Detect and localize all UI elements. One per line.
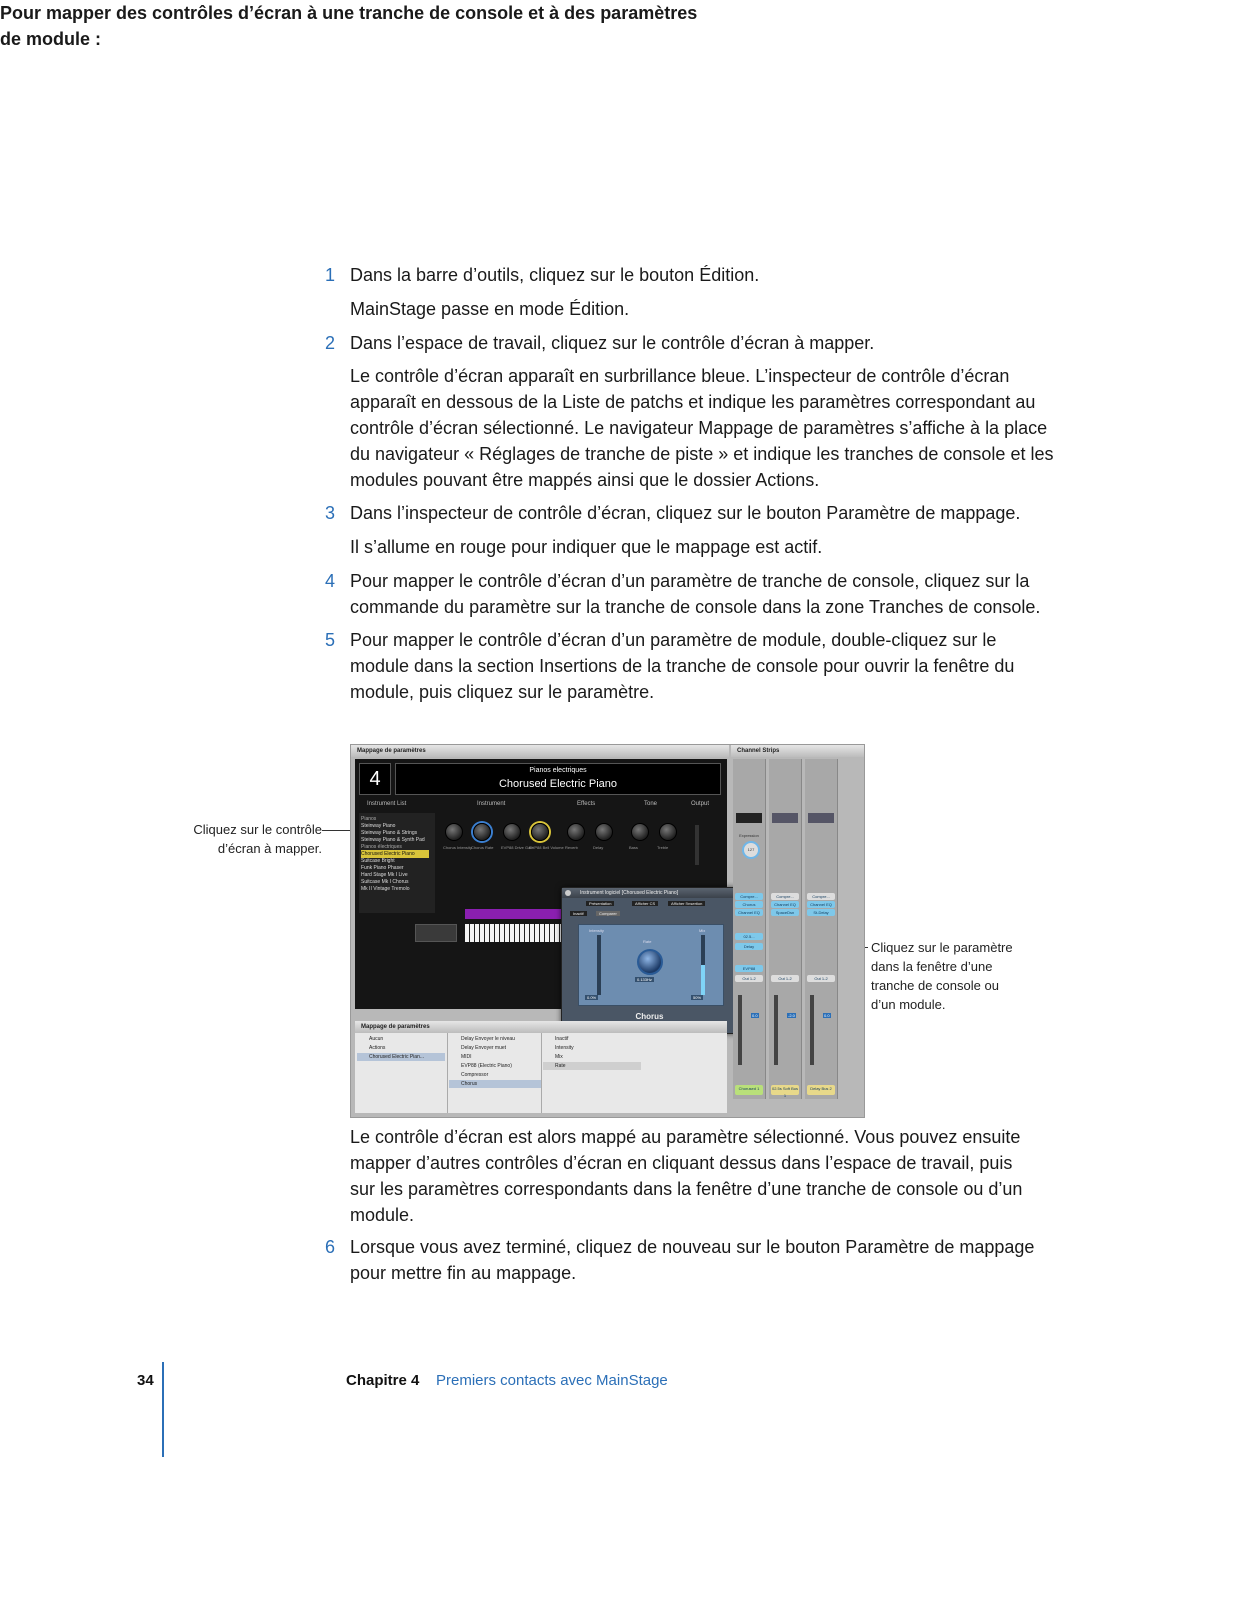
strip-name: Chorused 1 (735, 1085, 763, 1095)
insert-slot[interactable]: Compre... (735, 893, 763, 900)
knob-label: Bass (629, 845, 638, 850)
chapter-title: Premiers contacts avec MainStage (436, 1372, 668, 1389)
treble-knob[interactable] (659, 823, 677, 841)
knob-label: Treble (657, 845, 669, 850)
plugin-titlebar: Instrument logiciel [Chorused Electric Piano] (562, 888, 737, 898)
step-number: 6 (325, 1237, 336, 1257)
insert-slot[interactable]: Channel EQ (807, 901, 835, 908)
step-1-result: MainStage passe en mode Édition. (350, 299, 630, 319)
instrument-slot[interactable]: EVP88 (735, 965, 763, 972)
volume-fader[interactable] (774, 995, 778, 1065)
strip-name: 02.5s Soft Bus 1 (771, 1086, 798, 1098)
strips-titlebar: Channel Strips (731, 745, 864, 757)
patch-number: 4 (359, 763, 391, 795)
strip-name: Delay Bus 2 (807, 1085, 835, 1095)
mapping-item[interactable]: Delay Envoyer muet (461, 1045, 507, 1051)
step-number: 4 (325, 571, 336, 591)
mapping-item[interactable]: Mix (555, 1054, 563, 1060)
knob-label: Reverb (565, 845, 578, 850)
intensity-slider[interactable] (597, 935, 601, 995)
mapping-item[interactable]: Aucun (369, 1036, 384, 1042)
list-item[interactable]: Steinway Piano & Strings (361, 830, 418, 836)
plugin-toolbar (566, 901, 733, 909)
rate-knob[interactable] (637, 949, 663, 975)
column-divider (541, 1033, 542, 1113)
mapping-item[interactable]: Actions (369, 1045, 386, 1051)
workspace (355, 759, 727, 1021)
channel-strip (733, 759, 766, 1099)
section-output: Output (691, 801, 710, 807)
step-1-text: Dans la barre d’outils, cliquez sur le bouton Édition. (350, 265, 760, 285)
step-6-text: Lorsque vous avez terminé, cliquez de nouveau sur le bouton Paramètre de mappage pour mettre fin au mappage. (350, 1237, 1035, 1283)
step-2-result: Le contrôle d’écran apparaît en surbrillance bleue. L’inspecteur de contrôle d’écran apparaît en dessous de la Liste de patchs et indique les paramètres correspondant au contrôle d’écran sélectionné. Le navigateur Mappage de paramètres s’affiche à la place du navigateur « Réglages de tranche de piste » et indique les tranches de console et les modules pouvant être mappés ainsi que le dossier Actions. (350, 366, 1054, 490)
knob-label: Delay (593, 845, 604, 850)
patch-group: Pianos electriques (529, 767, 587, 774)
knob-label: EVP88 Bell Volume (529, 845, 564, 850)
step-4-text: Pour mapper le contrôle d’écran d’un paramètre de tranche de console, cliquez sur la commande du paramètre sur la tranche de console dans la zone Tranches de console. (350, 571, 1041, 617)
mapping-item[interactable]: EVP88 (Electric Piano) (461, 1063, 512, 1069)
step-3-text: Dans l’inspecteur de contrôle d’écran, cliquez sur le bouton Paramètre de mappage. (350, 503, 1021, 523)
keyboard-controls[interactable] (415, 924, 457, 942)
insert-slot[interactable]: Channel EQ (735, 909, 763, 916)
after-figure-text: Le contrôle d’écran est alors mappé au paramètre sélectionné. Vous pouvez ensuite mapper d’autres contrôles d’écran en cliquant dessus dans l’espace de travail, puis sur les paramètres correspondants dans la fenêtre d’une tranche de console ou d’un module. (350, 1127, 1023, 1225)
expression-knob[interactable]: 127 (742, 841, 760, 859)
callout-right: Cliquez sur le paramètre dans la fenêtre d’une tranche de console ou d’un module. (871, 940, 1013, 1012)
step-3-result: Il s’allume en rouge pour indiquer que le mappage est actif. (350, 537, 823, 557)
list-item[interactable]: Steinway Piano & Synth Pad (361, 837, 425, 843)
output-slot[interactable]: Out 1-2 (735, 975, 763, 982)
list-item[interactable]: Suitcase Bright (361, 858, 395, 864)
list-item[interactable]: Mk II Vintage Tremolo (361, 886, 410, 892)
bypass-button[interactable]: Inactif (570, 911, 587, 916)
mapping-item[interactable]: MIDI (461, 1054, 472, 1060)
workspace-titlebar: Mappage de paramètres (351, 745, 729, 757)
list-item[interactable]: Pianos électriques (361, 844, 402, 850)
delay-knob[interactable] (595, 823, 613, 841)
mapping-titlebar: Mappage de paramètres (355, 1021, 727, 1033)
drive-gain-knob[interactable] (503, 823, 521, 841)
volume-fader[interactable] (738, 995, 742, 1065)
chapter-label: Chapitre 4 (346, 1372, 420, 1389)
param-label: Intensity (589, 928, 604, 933)
list-item[interactable]: Pianos (361, 816, 377, 822)
page-number: 34 (137, 1372, 154, 1389)
output-slot[interactable]: Out 1-2 (771, 975, 799, 982)
close-icon[interactable] (565, 890, 571, 896)
keyboard[interactable] (465, 924, 565, 942)
list-item[interactable]: Steinway Piano (361, 823, 396, 829)
insert-slot[interactable]: Compre... (807, 893, 835, 900)
list-item[interactable]: Hard Stage Mk I Live (361, 872, 408, 878)
param-value: 0.0% (587, 995, 597, 1000)
db-readout: -2.0 (788, 1013, 795, 1018)
send-slot[interactable]: 02.5... (735, 933, 763, 940)
mapping-item-selected[interactable]: Chorused Electric Pian... (357, 1053, 445, 1061)
db-readout: 0.0 (752, 1013, 758, 1018)
chorus-rate-knob[interactable] (473, 823, 491, 841)
procedure-heading: Pour mapper des contrôles d’écran à une tranche de console et à des paramètres de module : (0, 3, 698, 49)
knob-labels (439, 845, 679, 855)
list-item-selected[interactable]: Chorused Electric Piano (361, 850, 429, 858)
section-headers (357, 801, 727, 811)
patch-name: Chorused Electric Piano (498, 778, 617, 790)
insert-slot[interactable]: St-Delay (807, 909, 835, 916)
param-value: 0.133Hz (637, 977, 652, 982)
knob-label: Chorus Rate (471, 845, 494, 850)
mainstage-screenshot (350, 744, 865, 1118)
mix-slider[interactable] (701, 935, 705, 995)
send-slot[interactable]: Delay (735, 943, 763, 950)
output-meter (695, 825, 699, 865)
column-divider (447, 1033, 448, 1113)
step-number: 2 (325, 333, 336, 353)
step-number: 5 (325, 630, 336, 650)
step-5-text: Pour mapper le contrôle d’écran d’un paramètre de module, double-cliquez sur le module dans la section Insertions de la tranche de console pour ouvrir la fenêtre du module, puis cliquez sur le paramètre. (350, 630, 1015, 702)
presentation-button[interactable]: Présentation (586, 901, 614, 906)
section-effects: Effects (577, 801, 596, 807)
db-readout: 0.0 (824, 1013, 830, 1018)
plugin-panel (578, 924, 724, 1006)
list-item[interactable]: Funk Piano Phaser (361, 865, 404, 871)
patch-display (395, 763, 721, 795)
plugin-window (561, 887, 738, 1034)
insert-slot[interactable]: SpaceDsn (771, 909, 799, 916)
mapping-item-selected[interactable]: Chorus (449, 1080, 541, 1088)
reverb-knob[interactable] (567, 823, 585, 841)
insert-slot[interactable]: Compre... (771, 893, 799, 900)
chorus-intensity-knob[interactable] (445, 823, 463, 841)
plugin-tabs (566, 911, 733, 919)
instrument-list (359, 813, 435, 913)
show-cs-button[interactable]: Afficher CS (632, 901, 658, 906)
mapping-item-selected[interactable]: Rate (543, 1062, 641, 1070)
section-instrument: Instrument (477, 801, 506, 807)
step-number: 1 (325, 265, 336, 285)
param-label: Mix (699, 928, 706, 933)
mapping-browser (355, 1033, 727, 1113)
strip-thumbnail (808, 813, 834, 823)
show-insert-button[interactable]: Afficher l'insertion (668, 901, 705, 906)
channel-strip (769, 759, 802, 1099)
callout-left: Cliquez sur le contrôle d’écran à mapper. (193, 822, 322, 856)
channel-strip (805, 759, 838, 1099)
compare-button[interactable]: Comparer (596, 911, 620, 916)
strip-thumbnail (736, 813, 762, 823)
bell-volume-knob[interactable] (531, 823, 549, 841)
expression-label: Expression (739, 833, 759, 838)
output-slot[interactable]: Out 1-2 (807, 975, 835, 982)
mapping-item[interactable]: Inactif (555, 1036, 569, 1042)
mapping-item[interactable]: Delay Envoyer le niveau (461, 1036, 515, 1042)
mapping-item[interactable]: Intensity (555, 1045, 574, 1051)
strip-thumbnail (772, 813, 798, 823)
volume-fader[interactable] (810, 995, 814, 1065)
param-label: Rate (643, 939, 652, 944)
knob-label: EVP88 Drive Gain (501, 845, 534, 850)
step-number: 3 (325, 503, 336, 523)
insert-slot[interactable]: Chorus (735, 901, 763, 908)
mapping-item[interactable]: Compressor (461, 1072, 489, 1078)
bass-knob[interactable] (631, 823, 649, 841)
plugin-name: Chorus (635, 1012, 664, 1021)
section-instrument-list: Instrument List (367, 801, 407, 807)
section-tone: Tone (644, 801, 658, 807)
footer-rule (162, 1362, 164, 1457)
knob-label: Chorus Intensity (443, 845, 472, 850)
param-value: 50% (693, 995, 702, 1000)
insert-slot[interactable]: Channel EQ (771, 901, 799, 908)
step-2-text: Dans l’espace de travail, cliquez sur le contrôle d’écran à mapper. (350, 333, 875, 353)
list-item[interactable]: Suitcase Mk I Chorus (361, 879, 409, 885)
